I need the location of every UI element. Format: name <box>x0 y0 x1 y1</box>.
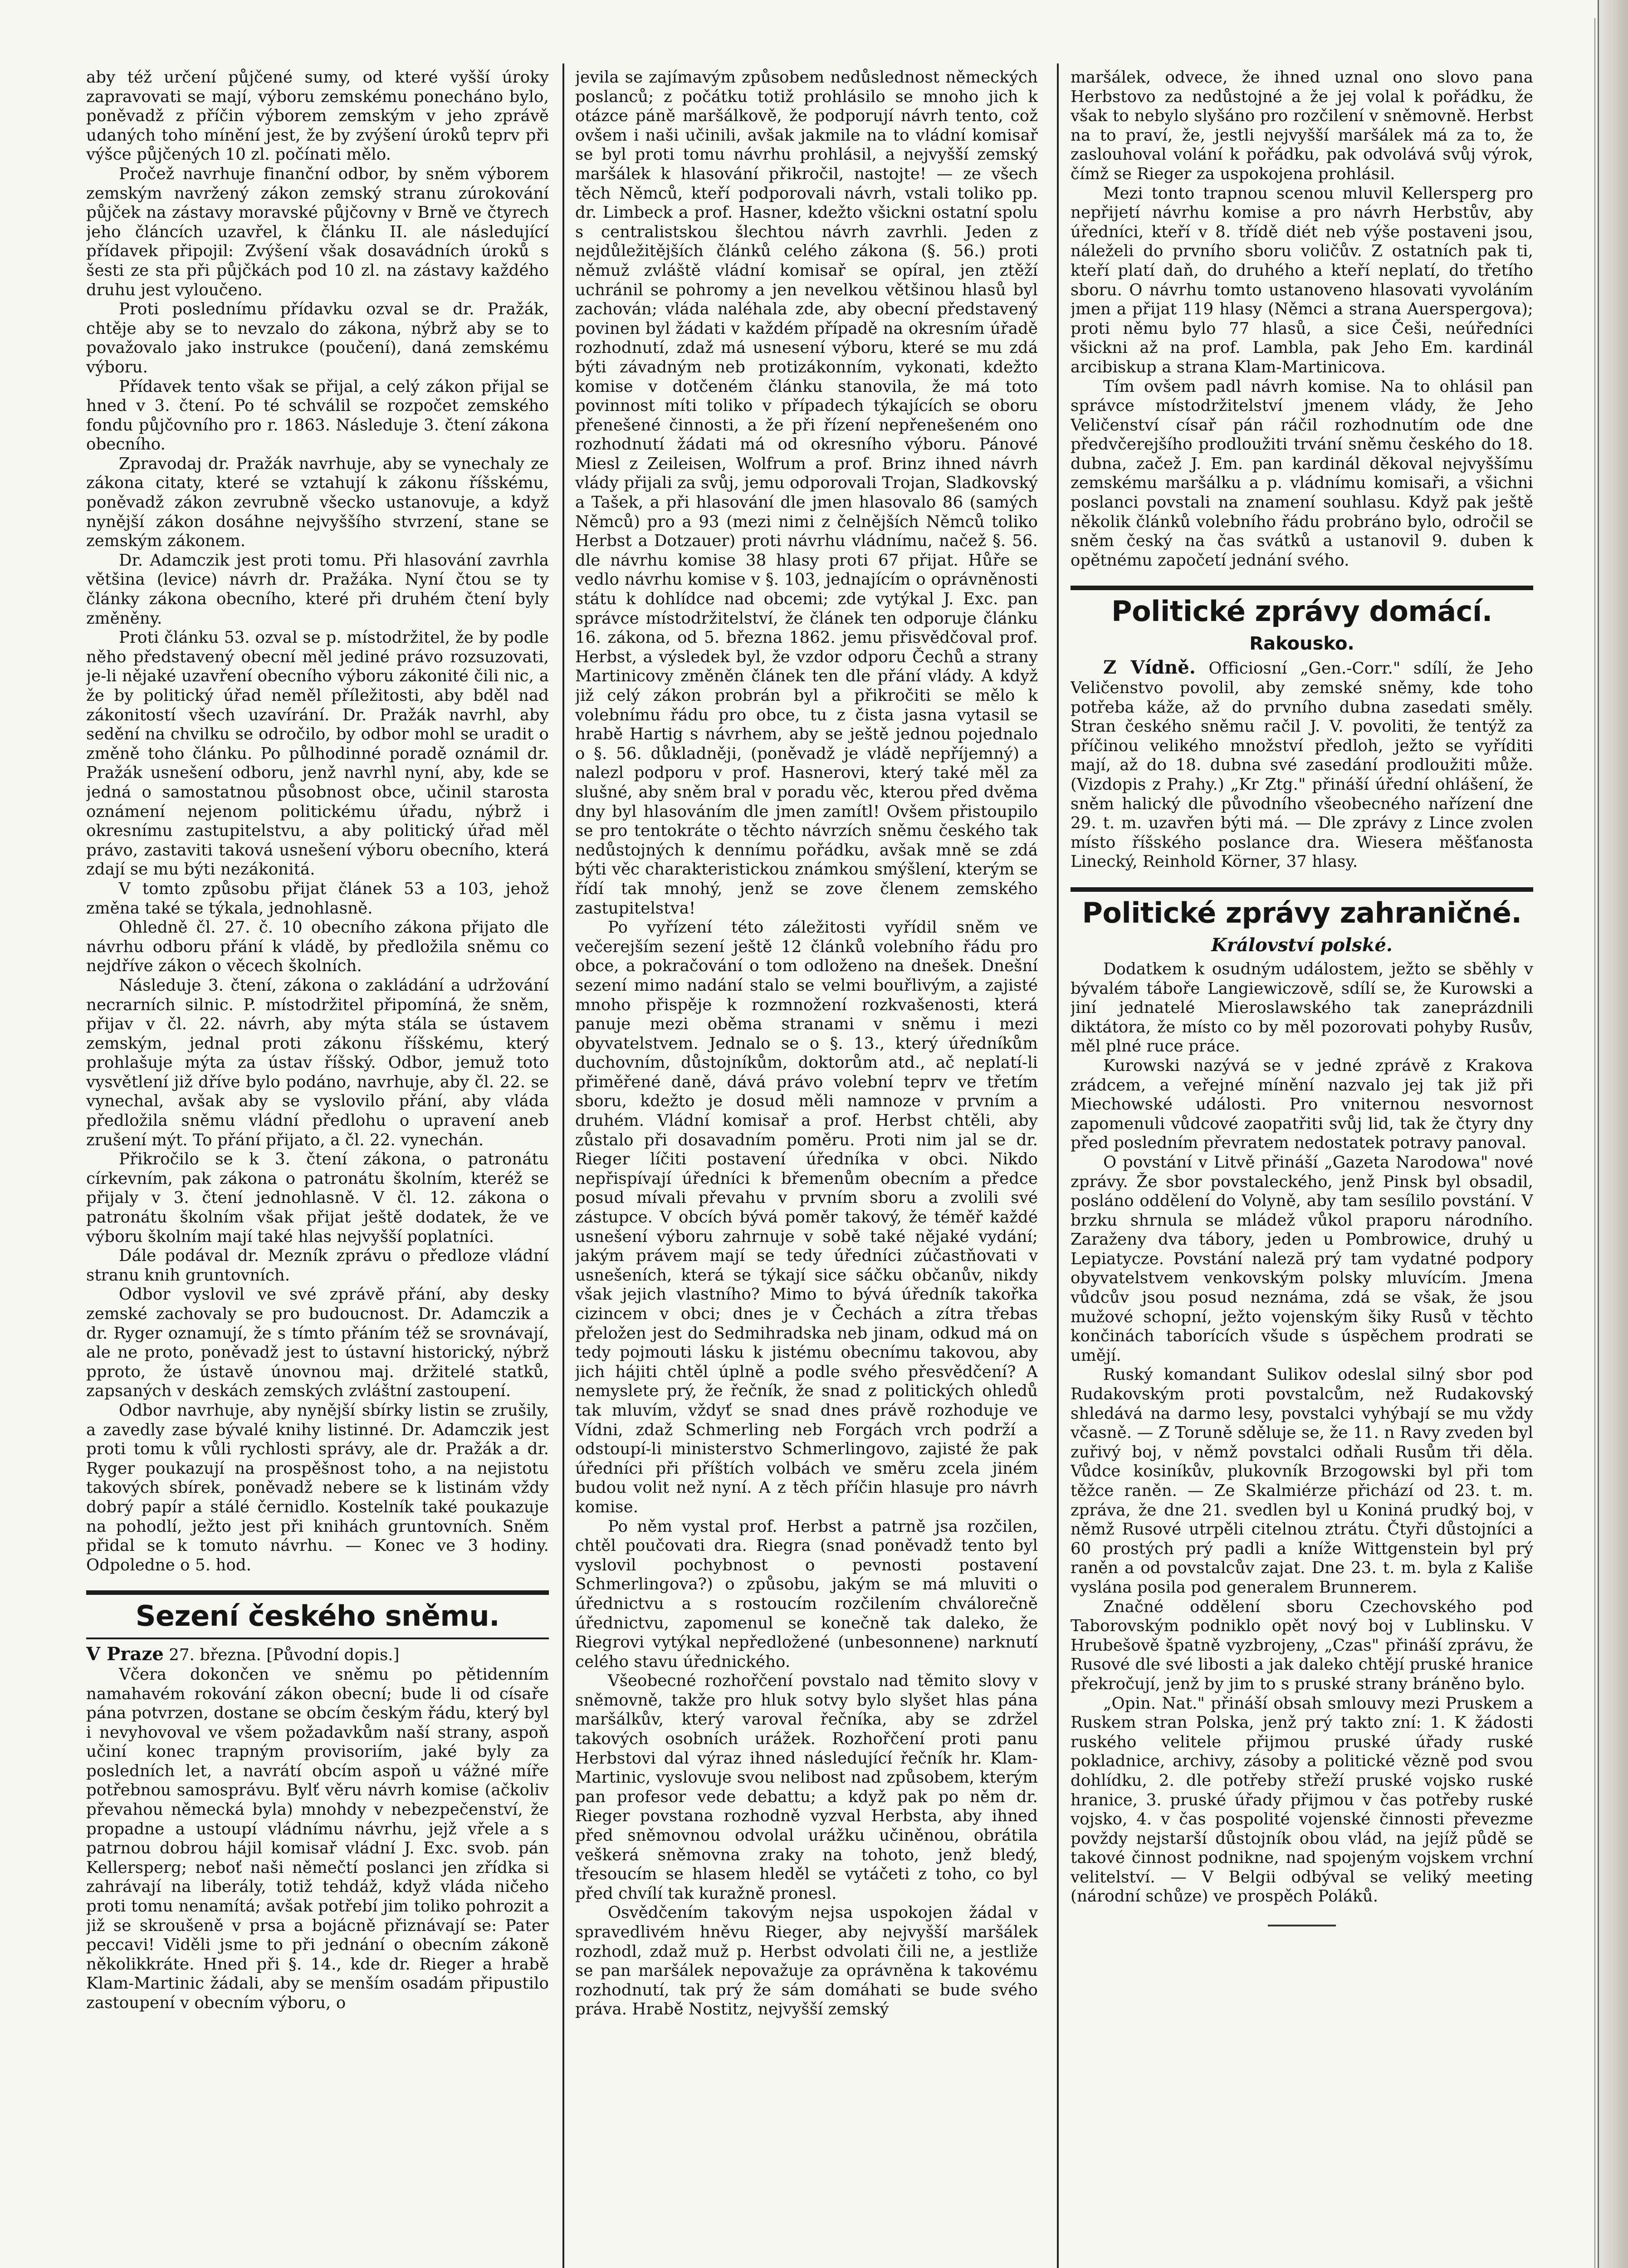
article-paragraph: Dr. Adamczik jest proti tomu. Při hlasování zavrhla většina (levice) návrh dr. Pražáka. Nyní čtou se ty články zákona obecního, které při druhém čtení byly změněny. <box>86 551 549 628</box>
article-paragraph: aby též určení půjčené sumy, od které vyšší úroky zapravovati se mají, výboru zemskému ponecháno bylo, poněvadž z příčin výborem zemským v jeho zprávě udaných toho mínění jest, že by zvýšení úroků teprv při výšce půjčených 10 zl. počínati mělo. <box>86 68 549 164</box>
page-edge-line <box>1594 18 1595 2268</box>
section-title-snem: Sezení českého sněmu. <box>135 1599 500 1633</box>
article-paragraph: Po něm vystal prof. Herbst a patrně jsa rozčilen, chtěl poučovati dra. Riegra (snad poněvadž tento byl vyslovil pochybnost o pevnosti postavení Schmerlingova?) o způsobu, jakým se má mluviti o úřednictvu a s rostoucím rozčilením chválorečně úřednictvu, zapomenul se konečně tak daleko, že Riegrovi vytýkal nepředložené (unbesonnene) narknutí celého stavu úřednického. <box>575 1517 1038 1671</box>
section-title-domestic: Politické zprávy domácí. <box>1111 595 1492 628</box>
article-paragraph: jevila se zajímavým způsobem nedůslednost německých poslanců; z počátku totiž prohlásilo se mnoho jich k otázce páně maršálkově, že podporují návrh tento, což ovšem i naši učinili, avšak jakmile na to vládní komisař se byl proti tomu návrhu prohlásil, a nejvyšší zemský maršálek k hlasování přikročil, nastojte! — ze všech těch Němců, kteří podporovali návrh, vstali toliko pp. dr. Limbeck a prof. Hasner, kdežto všickni ostatní spolu s centralistskou šlechtou návrh zavrhli. Jeden z nejdůležitějších článků celého zákona (§. 56.) proti němuž zvláště vládní komisař se opíral, jen ztěží uchránil se pohromy a jen nevelkou většinou hlasů byl zachován; vláda naléhala zde, aby obecní představený povinen byl žádati v každém případě na okresním úřadě rozhodnutí, zdaž má usnesení výboru, které se mu zdá býti závadným neb protizákonním, vykonati, kdežto komise v dotčeném článku stanovila, že má toto povinnost míti toliko v případech týkajících se oboru přenešené činnosti, a že při řízení nepřenešeném ono rozhodnutí žádati má od okresního výboru. Pánové Miesl z Zeileisen, Wolfrum a prof. Brinz ihned návrh vlády přijali za svůj, jemu odporovali Trojan, Sladkovský a Tašek, a při hlasování dle jmen hlasovalo 86 (samých Němců) pro a 93 (mezi nimi z čelnějších Němců toliko Herbst a Dotzauer) proti návrhu vládnímu, načež §. 56. dle návrhu komise 38 hlasy proti 67 přijat. Hůře se vedlo návrhu komise v §. 103, jednajícím o oprávněnosti státu k dohlídce nad obcemi; zde vytýkal J. Exc. pan správce místodržitelství, že článek ten odporuje článku 16. zákona, od 5. března 1862. jemu přisvědčoval prof. Herbst, a výsledek byl, že vzdor odporu Čechů a strany Martinicovy změněn článek ten dle přání vlády. A když již celý zákon probrán byl a přikročiti se mělo k volebnímu řádu pro obce, tu z čista jasna vytasil se hrabě Hartig s návrhem, aby se ještě jednou pojednalo o §. 56. důkladněji, (poněvadž je vládě nepříjemný) a nalezl podporu v prof. Hasnerovi, který také měl za slušné, aby sněm bral v poradu věc, kterou před dvěma dny byl hlasováním dle jmen zamítl! Ovšem přistoupilo se pro tentokráte o těchto návrzích sněmu českého tak nedůstojných k dennímu pořádku, avšak mně se zdá býti věc charakteristickou známkou smýšlení, kterým se řídí tak mnohý, jenž se zove členem zemského zastupitelstva! <box>575 68 1038 918</box>
article-paragraph: Osvědčením takovým nejsa uspokojen žádal v spravedlivém hněvu Rieger, aby nejvyšší maršálek rozhodl, zdaž muž p. Herbst odvolati čili ne, a jestliže se pan maršálek nepovažuje za oprávněna k takovému rozhodnutí, tak prý že sám domáhati se bude svého práva. Hrabě Nostitz, nejvyšší zemský <box>575 1903 1038 2019</box>
article-paragraph: Přikročilo se k 3. čtení zákona, o patronátu církevním, pak zákona o patronátu školním, kteréž se přijaly v 3. čtení jednohlasně. V čl. 12. zákona o patronátu školním však přijat ještě dodatek, že ve výboru školním mají také hlas nejvyšší poplatníci. <box>86 1150 549 1246</box>
article-paragraph: „Opin. Nat." přináší obsah smlouvy mezi Pruskem a Ruskem stran Polska, jenž prý takto zní: 1. K žádosti ruského velitele přijmou pruské úřady ruské pokladnice, archivy, zásoby a politické vězně pod svou dohlídku, 2. dle potřeby střeží pruské vojsko ruské hranice, 3. pruské úřady přijmou v čas potřeby ruské vojsko, 4. v čas pospolité vojenské činnosti převezme povždy nejstarší důstojník obou vlád, na jejíž půdě se takové činnost podnikne, nad spojeným vojskem vrchní velitelství. — V Belgii odbýval se veliký meeting (národní schůze) ve prospěch Poláků. <box>1071 1694 1533 1906</box>
article-paragraph: Mezi tonto trapnou scenou mluvil Kellersperg pro nepřijetí návrhu komise a pro návrh Herbstův, aby úředníci, kteří v 8. třídě diét neb výše postaveni jsou, náleželi do prvního sboru voličův. Z ostatních pak ti, kteří platí daň, do druhého a kteří neplatí, do třetího sboru. O návrhu tomto ustanoveno hlasovati vyvoláním jmen a přijat 119 hlasy (Němci a strana Auerspergova); proti němu bylo 77 hlasů, a sice Češi, neúředníci všickni až na prof. Lambla, pak Jeho Em. kardinál arcibiskup a strana Klam-Martinicova. <box>1071 184 1533 376</box>
subsection-title-austria: Rakousko. <box>1249 633 1354 655</box>
article-paragraph: Všeobecné rozhořčení povstalo nad těmito slovy v sněmovně, takže pro hluk sotvy bylo slyšet hlas pána maršálkův, který varoval řečníka, aby se zdržel takových osobních urážek. Rozhořčení proti panu Herbstovi dal výraz ihned následující řečník hr. Klam-Martinic, vyslovuje svou nelibost nad způsobem, kterým pan profesor vede debattu; a když pak po něm dr. Rieger povstana rozhodně vyzval Herbsta, aby ihned před sněmovnou odvolal urážku učiněnou, obrátila veškerá sněmovna zraky na tohoto, jenž bledý, třesoucím se hlasem hleděl se vytáčeti z toho, co byl před chvílí tak kuražně pronesl. <box>575 1672 1038 1903</box>
article-paragraph: Ohledně čl. 27. č. 10 obecního zákona přijato dle návrhu odboru přání k vládě, by předložila sněmu co nejdříve zákon o věcech školních. <box>86 918 549 976</box>
article-paragraph: Dále podával dr. Mezník zprávu o předloze vládní stranu knih gruntovních. <box>86 1246 549 1285</box>
dateline-paragraph <box>1071 658 1533 872</box>
end-rule <box>1268 1925 1336 1926</box>
column-3 <box>1071 68 1533 2268</box>
dateline-rest: Officiosní „Gen.-Corr." sdílí, že Jeho Veličenstvo povolil, aby zemské sněmy, kde toho potřeba káže, až do prvního dubna zasedati směly. Stran českého sněmu račil J. V. povoliti, že tentýž za příčinou velikého množství předloh, ježto se vyříditi mají, až do 18. dubna své zasedání prodloužiti může. (Vizdopis z Prahy.) „Kr Ztg." přináší úřední ohlášení, že sněm halický dle původního všeobecného nařízení dne 29. t. m. uzavřen býti má. — Dle zprávy z Lince zvolen místo říšského poslance dra. Wiesera měšťanosta Linecký, Reinhold Körner, 37 hlasy. <box>1071 659 1533 871</box>
column-rule-2 <box>1057 64 1059 2268</box>
article-paragraph: Proti poslednímu přídavku ozval se dr. Pražák, chtěje aby se to nevzalo do zákona, nýbrž aby se to považovalo jako instrukce (poučení), daná zemskému výboru. <box>86 300 549 376</box>
article-paragraph: Značné oddělení sboru Czechovského pod Taborovským podniklo opět nový boj v Lublinsku. V Hrubešově špatně vyzbrojeny, „Czas" přináší zprávu, že Rusové dle své libosti a jak daleko chtějí pruské hranice překročují, jenž by jim to s pruské strany bráněno bylo. <box>1071 1597 1533 1693</box>
article-paragraph: Zpravodaj dr. Pražák navrhuje, aby se vynechaly ze zákona citaty, které se vztahují k zákonu říšskému, poněvadž zákon zevrubně všecko ustanovuje, a když nynější zákon dosáhne nejvyššího stvrzení, stane se zemským zákonem. <box>86 454 549 551</box>
article-paragraph: V tomto způsobu přijat článek 53 a 103, jehož změna také se týkala, jednohlasně. <box>86 879 549 918</box>
dateline-rest: 27. března. [Původní dopis.] <box>163 1646 400 1665</box>
article-paragraph: Následuje 3. čtení, zákona o zakládání a udržování necrarních silnic. P. místodržitel připomíná, že sněm, přijav v čl. 22. návrh, aby mýta stála se ústavem zemským, jednal proti zákonu říšskému, který prohlašuje mýta za ústav říšský. Odbor, jemuž toto vysvětlení již dříve bylo podáno, navrhuje, aby čl. 22. se vynechal, avšak aby se vyslovilo přání, aby vláda předložila sněmu vládní předlohu o upravení aneb zrušení mýt. To přání přijato, a čl. 22. vynechán. <box>86 976 549 1149</box>
article-paragraph: Po vyřízení této záležitosti vyřídil sněm ve večerejším sezení ještě 12 článků volebního řádu pro obce, a pokračování o tom odloženo na dnešek. Dnešní sezení mimo nadání stalo se velmi bouřlivým, a zajisté mnoho přispěje k rozmnožení rozkvašenosti, která panuje mezi oběma stranami v sněmu i mezi obyvatelstvem. Jednalo se o §. 13., který úředníkům duchovním, důstojníkům, doktorům atd., ač neplatí-li přiměřené daně, dává právo volební teprv ve třetím sboru, kdežto je dosud měli namnoze v prvním a druhém. Vládní komisař a prof. Herbst chtěli, aby zůstalo při dosavadním poměru. Proti nim jal se dr. Rieger líčiti postavení úředníka v obci. Nikdo nepřispívají úředníci k břemenům obecním a předce posud mívali převahu v prvním sboru a zvolili své zástupce. V obcích bývá poměr takový, že téměř každé usnešení výboru zahrnuje v sobě také nějaké vydání; jakým právem mají se tedy úředníci zúčastňovati v usnešeních, která se týkají sice sáčku občanův, nikdy však jejich vlastního? Mimo to bývá úředník takořka cizincem v obci; dnes je v Čechách a zítra třebas přeložen jest do Sedmihradska neb jinam, odkud má on tedy pojmouti lásku k jistému obecnímu takovou, aby jich hájiti chtěl úplně a podle svého přesvědčení? A nemyslete prý, že řečník, že snad z politických ohledů tak mluvím, vždyť se snad dnes právě rozhoduje ve Vídni, zdaž Schmerling neb Forgách vrch podrží a odstoupí-li ministerstvo Schmerlingovo, zajisté že pak úředníci při příštích volbách ve směru zcela jiném budou volit než nyní. A z těch příčin hlasuje pro návrh komise. <box>575 918 1038 1516</box>
article-paragraph: Přídavek tento však se přijal, a celý zákon přijal se hned v 3. čtení. Po té schválil se rozpočet zemského fondu půjčovního pro r. 1863. Následuje 3. čtení zákona obecního. <box>86 377 549 454</box>
article-paragraph: Tím ovšem padl návrh komise. Na to ohlásil pan správce místodržitelství jmenem vlády, že Jeho Veličenství císař pán ráčil rozhodnutím ode dne předvčerejšího prodloužiti trvání sněmu českého do 18. dubna, začež J. Em. pan kardinál děkoval nejvyššímu zemskému maršálku a p. vládnímu komisaři, a všichni poslanci povstali na znamení souhlasu. Když pak ještě několik článků volebního řádu probráno bylo, odročil se sněm český na čas svátků a ustanovil 9. duben k opětnému započetí jednání svého. <box>1071 377 1533 570</box>
section-divider <box>1071 586 1533 590</box>
column-1 <box>86 68 549 2268</box>
article-paragraph: maršálek, odvece, že ihned uznal ono slovo pana Herbstovo za nedůstojné a že jej volal k pořádku, že však to nebylo slyšáno pro rozčilení v sněmovně. Herbst na to praví, že, jestli nejvyšší maršálek má za to, že zaslouhoval volání k pořádku, pak odvolává svůj výrok, čímž se Rieger za uspokojena prohlásil. <box>1071 68 1533 183</box>
subsection-title-poland: Království polské. <box>1211 934 1393 956</box>
column-2 <box>575 68 1038 2268</box>
article-paragraph: Včera dokončen ve sněmu po pětidenním namahavém rokování zákon obecní; bude li od císaře pána potvrzen, dostane se obcím českým řádu, který byl i nevyhovoval ve všem požadavkům naší strany, aspoň učiní konec trapným provisoriím, jaké byly za posledních let, a navrátí obcím aspoň u vážné míře potřebnou samosprávu. Bylť věru návrh komise (ačkoliv převahou německá byla) mnohdy v nebezpečenství, že propadne a ustoupí vládnímu návrhu, jejž vřele a s patrnou dobrou hájil komisař vládní J. Exc. svob. pán Kellersperg; neboť naši němečtí poslanci jen zřídka si zahrávají na liberály, totiž tehdáž, když vláda ničeho proti tomu nenamítá; avšak potřebí jim toliko pohrozit a již se skroušeně v prsa a bojácně přiznávají se: Pater peccavi! Viděli jsme to při jednání o obecním zákoně několikkráte. Hned při §. 14., kde dr. Rieger a hrabě Klam-Martinic žádali, aby se menším osadám připustilo zastoupení v obecním výboru, o <box>86 1665 549 2012</box>
article-paragraph: Odbor navrhuje, aby nynější sbírky listin se zrušily, a zavedly zase bývalé knihy listinné. Dr. Adamczik jest proti tomu k vůli rychlosti správy, ale dr. Pražák a dr. Ryger poukazují na prospěšnost toho, a na nejistotu takových sbírek, poněvadž nebere se k listinám vždy dobrý papír a stálé černidlo. Kostelník také poukazuje na pohodlí, ježto jest při knihách gruntovních. Sněm přidal se k tomuto návrhu. — Konec ve 3 hodiny. Odpoledne o 5. hod. <box>86 1401 549 1574</box>
column-rule-1 <box>562 64 564 2268</box>
article-paragraph: Pročež navrhuje finanční odbor, by sněm výborem zemským navržený zákon zemský stranu zúrokování půjček na zástavy moravské půjčovny v Brně ve čtyrech jeho článcích uzavřel, k článku II. ale následující přídavek připojil: Zvýšení však dosavádních úroků s šesti ze sta při půjčkách pod 10 zl. na zástavy každého druhu jest vyloučeno. <box>86 164 549 299</box>
article-paragraph: Proti článku 53. ozval se p. místodržitel, že by podle něho představený obecní měl jediné právo rozsuzovati, je-li nějaké uzavření obecního výboru zákonité čili nic, a že by politický úřad neměl příležitosti, aby bděl nad zákonitostí všech uzavírání. Dr. Pražák navrhl, aby sedění na chvilku se odročilo, by odbor mohl se uradit o změně toho článku. Po půlhodinné poradě oznámil dr. Pražák usnešení odboru, jenž navrhl nyní, aby, kde se jedná o samostatnou působnost obce, učinil starosta oznámení nejenom politickému úřadu, nýbrž i okresnímu zastupitelstvu, a aby politický úřad měl právo, zastaviti taková usnešení výboru obecního, která zdají se mu býti nezákonitá. <box>86 628 549 879</box>
article-paragraph: Ruský komandant Sulikov odeslal silný sbor pod Rudakovským proti povstalcům, než Rudakovský shledává na darmo lesy, povstalci vyhýbají se mu vždy včasně. — Z Toruně sděluje se, že 11. n Ravy zveden byl zuřivý boj, v němž povstalci odňali Rusům tři děla. Vůdce kosiníkův, plukovník Brzogowski byl při tom těžce raněn. — Ze Skalmiérze přichází od 23. t. m. zpráva, že dne 21. svedlen byl u Koniná prudký boj, v němž Rusové utrpěli citelnou ztrátu. Čtyři důstojníci a 60 prostých prý padli a kníže Wittgenstein byl prý raněn a od povstalcův zajat. Dne 23. t. m. byla z Kališe vyslána posila pod generalem Brunnerem. <box>1071 1365 1533 1597</box>
dateline-place: V Praze <box>86 1643 164 1665</box>
section-divider <box>1071 887 1533 892</box>
section-divider <box>86 1590 549 1595</box>
article-paragraph: Odbor vyslovil ve své zprávě přání, aby desky zemské zachovaly se pro budoucnost. Dr. Adamczik a dr. Ryger oznamují, že s tímto přáním též se srovnávají, ale ne proto, poněvadž jest to ústavní historický, nýbrž pproto, že ústavě únovnou maj. držitelé statků, zapsaných v deskách zemských zvláštní zastoupení. <box>86 1285 549 1401</box>
section-title-foreign: Politické zprávy zahraničné. <box>1082 896 1522 929</box>
page-edge-shadow <box>1598 0 1628 2268</box>
article-paragraph: O povstání v Litvě přináší „Gazeta Narodowa" nové zprávy. Že sbor povstaleckého, jenž Pinsk byl obsadil, posláno oddělení do Volyně, aby tam sesílilo povstání. V brzku shrnula se mládež vůkol praporu národního. Zaraženy dva tábory, jeden u Pombrowice, druhý u Lepiatycze. Povstání naleză prý tam vydatné podpory obyvatelstvem venkovským polsky mluvícím. Jmena vůdcův jsou posud neznáma, zdá se však, že jsou mužové schopní, ježto vojenským šiky Rusů v těchto končinách taborících všude s úspěchem prodrati se umějí. <box>1071 1153 1533 1365</box>
article-paragraph: Dodatkem k osudným událostem, ježto se sběhly v bývalém táboře Langiewiczově, sdílí se, že Kurowski a jiní jednatelé Mieroslawského tak zaneprázdnili diktátora, že místo co by měl pozorovati pohyby Rusův, měl plné ruce práce. <box>1071 959 1533 1056</box>
dateline-paragraph <box>86 1645 549 1665</box>
article-paragraph: Kurowski nazývá se v jedné zprávě z Krakova zrádcem, a veřejné mínění nazvalo jej tak již při Miechowské události. Pro vniternou nesvornost zapomenuli vůdcové zaopatřiti svůj lid, tak že čtyry dny před posledním převratem nedostatek potravy panoval. <box>1071 1056 1533 1153</box>
dateline-place: Z Vídně. <box>1103 657 1196 679</box>
